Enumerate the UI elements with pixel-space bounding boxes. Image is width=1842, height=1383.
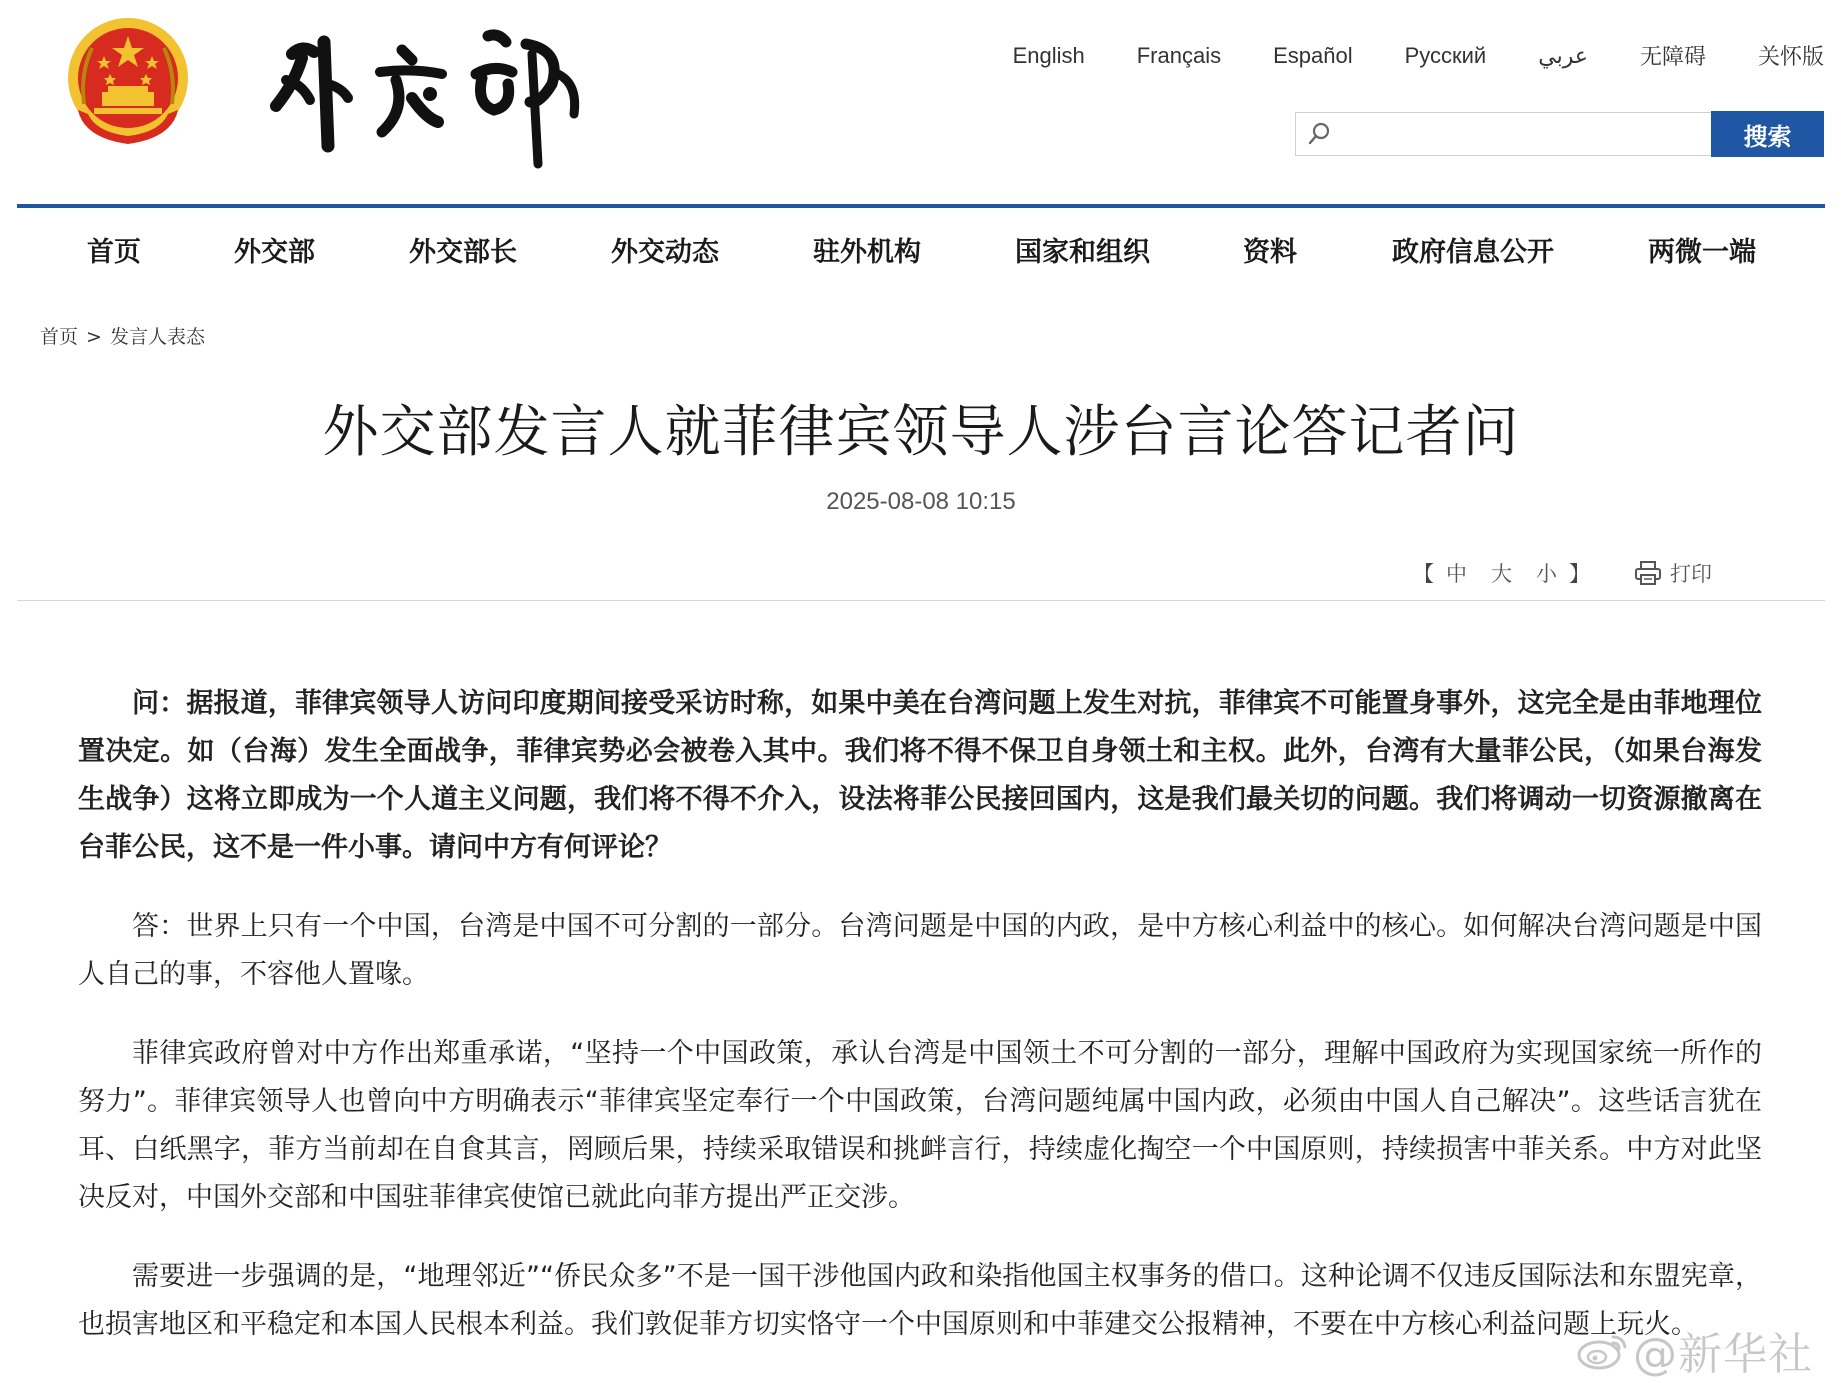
language-french[interactable]: Français xyxy=(1136,42,1222,68)
answer-paragraph-1: 答：世界上只有一个中国，台湾是中国不可分割的一部分。台湾问题是中国的内政，是中方核心利益中的核心。如何解决台湾问题是中国人自己的事，不容他人置喙。 xyxy=(78,911,1762,990)
nav-item-social[interactable]: 两微一端 xyxy=(1648,237,1756,268)
search-button[interactable]: 搜索 xyxy=(1711,111,1824,157)
font-size-medium-button[interactable]: 中 xyxy=(1446,562,1467,586)
language-arabic[interactable]: عربي xyxy=(1538,42,1588,68)
nav-item-minister[interactable]: 外交部长 xyxy=(409,237,517,268)
main-nav xyxy=(17,208,1825,288)
article-body xyxy=(78,680,1762,1380)
print-button[interactable] xyxy=(1634,558,1712,588)
article-title: 外交部发言人就菲律宾领导人涉台言论答记者问 xyxy=(322,400,1520,465)
title-divider xyxy=(17,600,1825,601)
nav-item-countries[interactable]: 国家和组织 xyxy=(1015,237,1150,268)
nav-item-home[interactable]: 首页 xyxy=(87,237,141,268)
watermark-text: @新华社 xyxy=(1633,1329,1813,1380)
nav-item-news[interactable]: 外交动态 xyxy=(611,237,719,268)
source-watermark xyxy=(1575,1318,1813,1382)
font-size-large-button[interactable]: 大 xyxy=(1491,562,1512,586)
language-spanish[interactable]: Español xyxy=(1273,42,1353,68)
site-header xyxy=(0,0,1842,205)
accessibility-link[interactable]: 无障碍 xyxy=(1639,44,1706,69)
breadcrumb-separator: > xyxy=(86,326,102,348)
printer-icon xyxy=(1634,560,1662,586)
elderly-mode-link[interactable]: 关怀版 xyxy=(1757,44,1824,69)
font-size-bracket-open: 【 xyxy=(1413,562,1434,586)
question-paragraph: 问：据报道，菲律宾领导人访问印度期间接受采访时称，如果中美在台湾问题上发生对抗，菲律宾不可能置身事外，这完全是由菲地理位置决定。如（台海）发生全面战争，菲律宾势必会被卷入其中。我们将不得不保卫自身领土和主权。此外，台湾有大量菲公民，（如果台海发生战争）这将立即成为一个人道主义问题，我们将不得不介入，设法将菲公民接回国内，这是我们最关切的问题。我们将调动一切资源撤离在台菲公民，这不是一件小事。请问中方有何评论？ xyxy=(78,688,1762,863)
breadcrumb xyxy=(40,322,205,349)
article-date: 2025-08-08 10:15 xyxy=(826,488,1016,515)
search-icon xyxy=(1306,121,1332,147)
national-emblem-icon[interactable] xyxy=(64,14,192,150)
search-field-wrapper xyxy=(1295,112,1711,156)
print-label: 打印 xyxy=(1670,562,1712,586)
font-size-bracket-close: 】 xyxy=(1569,562,1590,586)
article-tools xyxy=(1413,558,1712,588)
nav-item-ministry[interactable]: 外交部 xyxy=(234,237,315,268)
answer-paragraph-2: 菲律宾政府曾对中方作出郑重承诺，“坚持一个中国政策，承认台湾是中国领土不可分割的一部分，理解中国政府为实现国家统一所作的努力”。菲律宾领导人也曾向中方明确表示“菲律宾坚定奉行一个中国政策，台湾问题纯属中国内政，必须由中国人自己解决”。这些话言犹在耳、白纸黑字，菲方当前却在自食其言，罔顾后果，持续采取错误和挑衅言行，持续虚化掏空一个中国原则，持续损害中菲关系。中方对此坚决反对，中国外交部和中国驻菲律宾使馆已就此向菲方提出严正交涉。 xyxy=(78,1038,1762,1213)
language-switcher xyxy=(961,40,1824,71)
language-english[interactable]: English xyxy=(1012,42,1085,68)
font-size-small-button[interactable]: 小 xyxy=(1536,562,1557,586)
search-bar xyxy=(1295,112,1824,158)
breadcrumb-current[interactable]: 发言人表态 xyxy=(109,326,205,348)
nav-item-resources[interactable]: 资料 xyxy=(1243,237,1297,268)
ministry-calligraphy-logo[interactable] xyxy=(262,14,602,184)
language-russian[interactable]: Русский xyxy=(1404,42,1487,68)
nav-item-missions[interactable]: 驻外机构 xyxy=(813,237,921,268)
breadcrumb-home[interactable]: 首页 xyxy=(40,326,79,348)
weibo-icon xyxy=(1575,1329,1629,1371)
answer-paragraph-3: 需要进一步强调的是，“地理邻近”“侨民众多”不是一国干涉他国内政和染指他国主权事务的借口。这种论调不仅违反国际法和东盟宪章，也损害地区和平稳定和本国人民根本利益。我们敦促菲方切实恪守一个中国原则和中菲建交公报精神，不要在中方核心利益问题上玩火。 xyxy=(78,1261,1762,1340)
search-input[interactable] xyxy=(1296,113,1711,155)
nav-item-gov-info[interactable]: 政府信息公开 xyxy=(1392,237,1554,268)
